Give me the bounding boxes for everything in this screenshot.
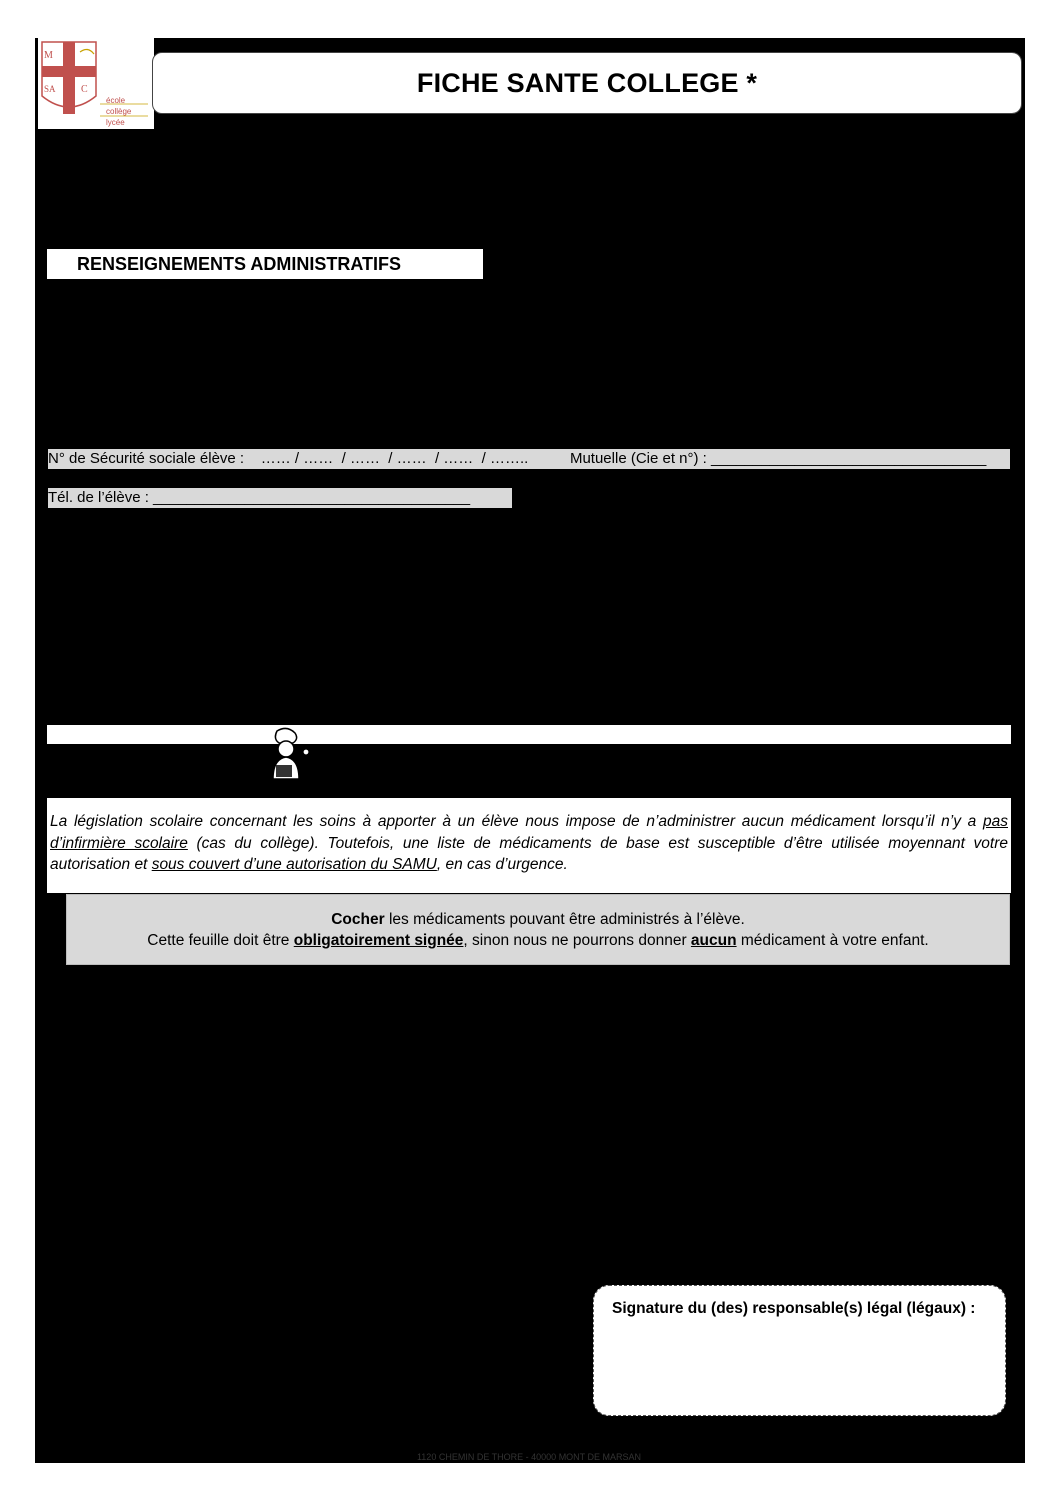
legislation-part-1: La législation scolaire concernant les soins à apporter à un élève nous impose de n’administrer aucun médicament lorsqu’il n’y a xyxy=(50,813,983,830)
notice-line-1-rest: les médicaments pouvant être administrés à l’élève. xyxy=(384,911,745,928)
signature-label: Signature du (des) responsable(s) légal (légaux) : xyxy=(612,1300,976,1317)
school-logo-icon xyxy=(38,38,154,129)
section-admin-title: RENSEIGNEMENTS ADMINISTRATIFS xyxy=(77,253,402,274)
secu-mutuelle-field[interactable]: N° de Sécurité sociale élève : …… / …… / …… / …… / …… / …….. Mutuelle (Cie et n°) : _________________________________ xyxy=(48,449,1010,469)
legislation-samu: sous couvert d’une autorisation du SAMU xyxy=(151,856,437,873)
logo-word-college: collège xyxy=(106,107,132,116)
svg-text:M: M xyxy=(44,50,53,61)
notice-line-2-a: Cette feuille doit être xyxy=(147,932,294,949)
svg-text:SA: SA xyxy=(44,84,56,94)
legislation-part-3: , en cas d’urgence. xyxy=(436,856,568,873)
legislation-box xyxy=(47,798,1011,893)
phone-field[interactable]: Tél. de l’élève : ______________________________________ xyxy=(48,488,512,508)
nurse-icon xyxy=(263,727,311,783)
logo-word-ecole: école xyxy=(106,96,126,105)
notice-aucun: aucun xyxy=(690,932,737,949)
signature-box[interactable] xyxy=(593,1285,1006,1416)
legislation-text xyxy=(50,811,1008,876)
svg-text:C: C xyxy=(81,84,88,95)
title-box xyxy=(152,52,1022,114)
notice-cocher: Cocher xyxy=(331,911,385,928)
notice-obligatoire: obligatoirement signée xyxy=(293,932,464,949)
notice-box xyxy=(66,894,1010,965)
legislation-no-nurse: pas d’infirmière scolaire xyxy=(50,813,1008,852)
notice-line-2 xyxy=(67,930,1009,951)
section-bar xyxy=(47,725,1011,744)
notice-line-2-c: , sinon nous ne pourrons donner xyxy=(463,932,691,949)
page-title: FICHE SANTE COLLEGE * xyxy=(416,67,758,98)
notice-line-2-e: médicament à votre enfant. xyxy=(736,932,929,949)
section-admin-header xyxy=(47,249,483,279)
logo-word-lycee: lycée xyxy=(106,118,125,127)
notice-line-1 xyxy=(67,909,1009,930)
legislation-part-2: (cas du collège). Toutefois, une liste de médicaments de base est susceptible d’être utilisée moyennant votre autorisation et xyxy=(50,834,1008,873)
footer-address: 1120 CHEMIN DE THORE - 40000 MONT DE MARSAN xyxy=(416,1452,642,1462)
